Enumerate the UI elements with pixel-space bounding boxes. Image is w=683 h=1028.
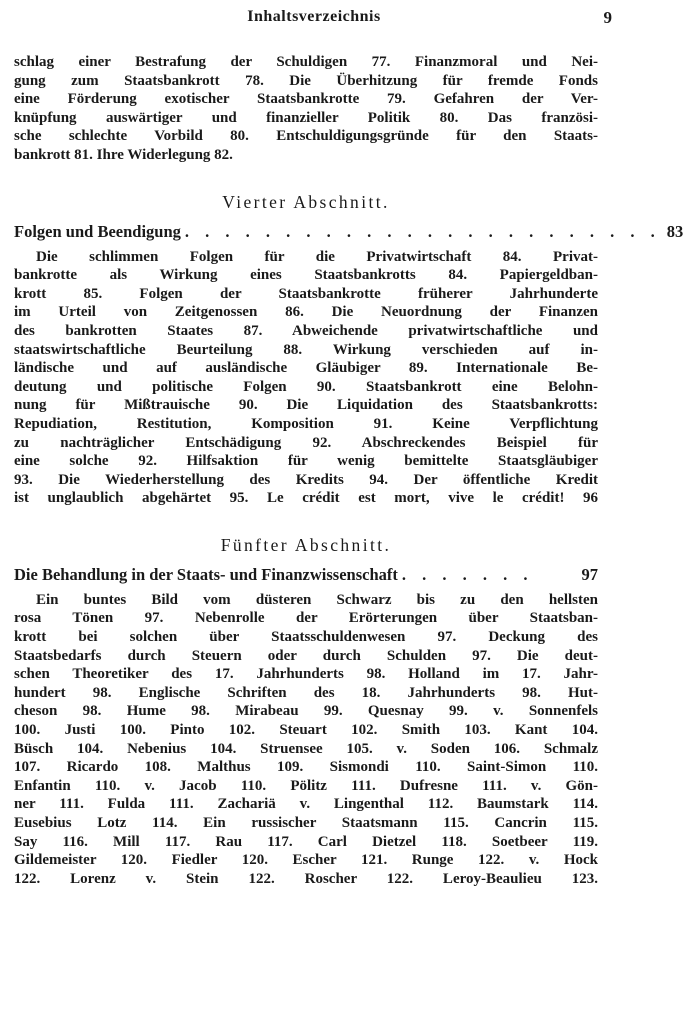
leader-dots: . . . . . . . <box>401 564 534 584</box>
text-line: schen Theoretiker des 17. Jahrhunderts 98. Holland im 17. Jahr- <box>14 666 598 683</box>
text-line: 107. Ricardo 108. Malthus 109. Sismondi 110. Saint-Simon 110. <box>14 759 598 776</box>
chapter-page-number: 97 <box>581 564 598 584</box>
page-number: 9 <box>603 8 612 27</box>
text-line: rosa Tönen 97. Nebenrolle der Erörterungen über Staatsban- <box>14 610 598 627</box>
text-line: Eusebius Lotz 114. Ein russischer Staatsmann 115. Cancrin 115. <box>14 815 598 831</box>
text-line: Staatsbedarfs durch Steuern oder durch Schulden 97. Die deut- <box>14 647 598 664</box>
text-line: Ein buntes Bild vom düsteren Schwarz bis zu den hellsten <box>36 591 598 608</box>
text-line: deutung und politische Folgen 90. Staatsbankrott eine Belohn- <box>14 378 598 395</box>
text-line: ner 111. Fulda 111. Zachariä v. Lingenthal 112. Baumstark 114. <box>14 796 598 813</box>
text-line: ist unglaublich abgehärtet 95. Le crédit est mort, vive le crédit! 96 <box>14 490 598 507</box>
text-line: Repudiation, Restitution, Komposition 91. Keine Verpflichtung <box>14 415 598 432</box>
text-line: staatswirtschaftliche Beurteilung 88. Wirkung verschieden auf in- <box>14 341 598 358</box>
chapter-summary-paragraph <box>14 591 598 889</box>
continuation-paragraph <box>14 53 598 165</box>
text-line: bankrotte als Wirkung eines Staatsbankrotts 84. Papiergeldban- <box>14 267 598 284</box>
text-line: nung für Mißtrauische 90. Die Liquidation des Staatsbankrotts: <box>14 397 598 414</box>
text-line: Say 116. Mill 117. Rau 117. Carl Dietzel 118. Soetbeer 119. <box>14 833 598 850</box>
text-line: knüpfung auswärtiger und finanzieller Politik 80. Das französi- <box>14 109 598 126</box>
text-line: eine solche 92. Hilfsaktion für wenig bemittelte Staatsgläubiger <box>14 453 598 470</box>
chapter-entry-folgen[interactable] <box>14 221 683 243</box>
chapter-title: Die Behandlung in der Staats- und Finanzwissenschaft <box>14 564 398 584</box>
section-heading-fuenfter: Fünfter Abschnitt. <box>220 534 392 555</box>
text-line: Gildemeister 120. Fiedler 120. Escher 121. Runge 122. v. Hock <box>14 852 598 869</box>
text-line: gung zum Staatsbankrott 78. Die Überhitzung für fremde Fonds <box>14 72 598 89</box>
text-line: 122. Lorenz v. Stein 122. Roscher 122. Leroy-Beaulieu 123. <box>14 870 598 887</box>
running-header-title: Inhaltsverzeichnis <box>247 8 381 25</box>
text-line: im Urteil von Zeitgenossen 86. Die Neuordnung der Finanzen <box>14 304 598 321</box>
text-line: schlag einer Bestrafung der Schuldigen 77. Finanzmoral und Nei- <box>14 54 598 70</box>
text-line: bankrott 81. Ihre Widerlegung 82. <box>14 146 233 163</box>
text-line: des bankrotten Staates 87. Abweichende privatwirtschaftliche und <box>14 322 598 339</box>
chapter-summary-paragraph <box>14 248 598 508</box>
text-line: zu nachträglicher Entschädigung 92. Abschreckendes Beispiel für <box>14 434 598 451</box>
text-line: krott 85. Folgen der Staatsbankrotte früherer Jahrhunderte <box>14 285 598 302</box>
chapter-page-number: 83 <box>666 221 683 241</box>
text-line: krott bei solchen über Staatsschuldenwesen 97. Deckung des <box>14 629 598 646</box>
text-line: 93. Die Wiederherstellung des Kredits 94. Der öffentliche Kredit <box>14 471 598 488</box>
leader-dots: . . . . . . . . . . . . . . . . . . . . . . . . <box>184 221 661 241</box>
text-line: hundert 98. Englische Schriften des 18. Jahrhunderts 98. Hut- <box>14 684 598 701</box>
chapter-entry-behandlung[interactable] <box>14 564 598 586</box>
text-line: eine Förderung exotischer Staatsbankrotte 79. Gefahren der Ver- <box>14 91 598 108</box>
text-line: Enfantin 110. v. Jacob 110. Pölitz 111. Dufresne 111. v. Gön- <box>14 777 598 794</box>
text-line: ländische und auf ausländische Gläubiger 89. Internationale Be- <box>14 360 598 377</box>
text-line: 100. Justi 100. Pinto 102. Steuart 102. Smith 103. Kant 104. <box>14 722 598 739</box>
text-line: cheson 98. Hume 98. Mirabeau 99. Quesnay 99. v. Sonnenfels <box>14 703 598 720</box>
chapter-title: Folgen und Beendigung <box>14 221 181 241</box>
section-heading-vierter: Vierter Abschnitt. <box>222 191 390 212</box>
toc-content <box>14 53 683 888</box>
text-line: sche schlechte Vorbild 80. Entschuldigungsgründe für den Staats- <box>14 128 598 145</box>
text-line: Die schlimmen Folgen für die Privatwirtschaft 84. Privat- <box>36 248 598 265</box>
text-line: Büsch 104. Nebenius 104. Struensee 105. v. Soden 106. Schmalz <box>14 740 598 757</box>
